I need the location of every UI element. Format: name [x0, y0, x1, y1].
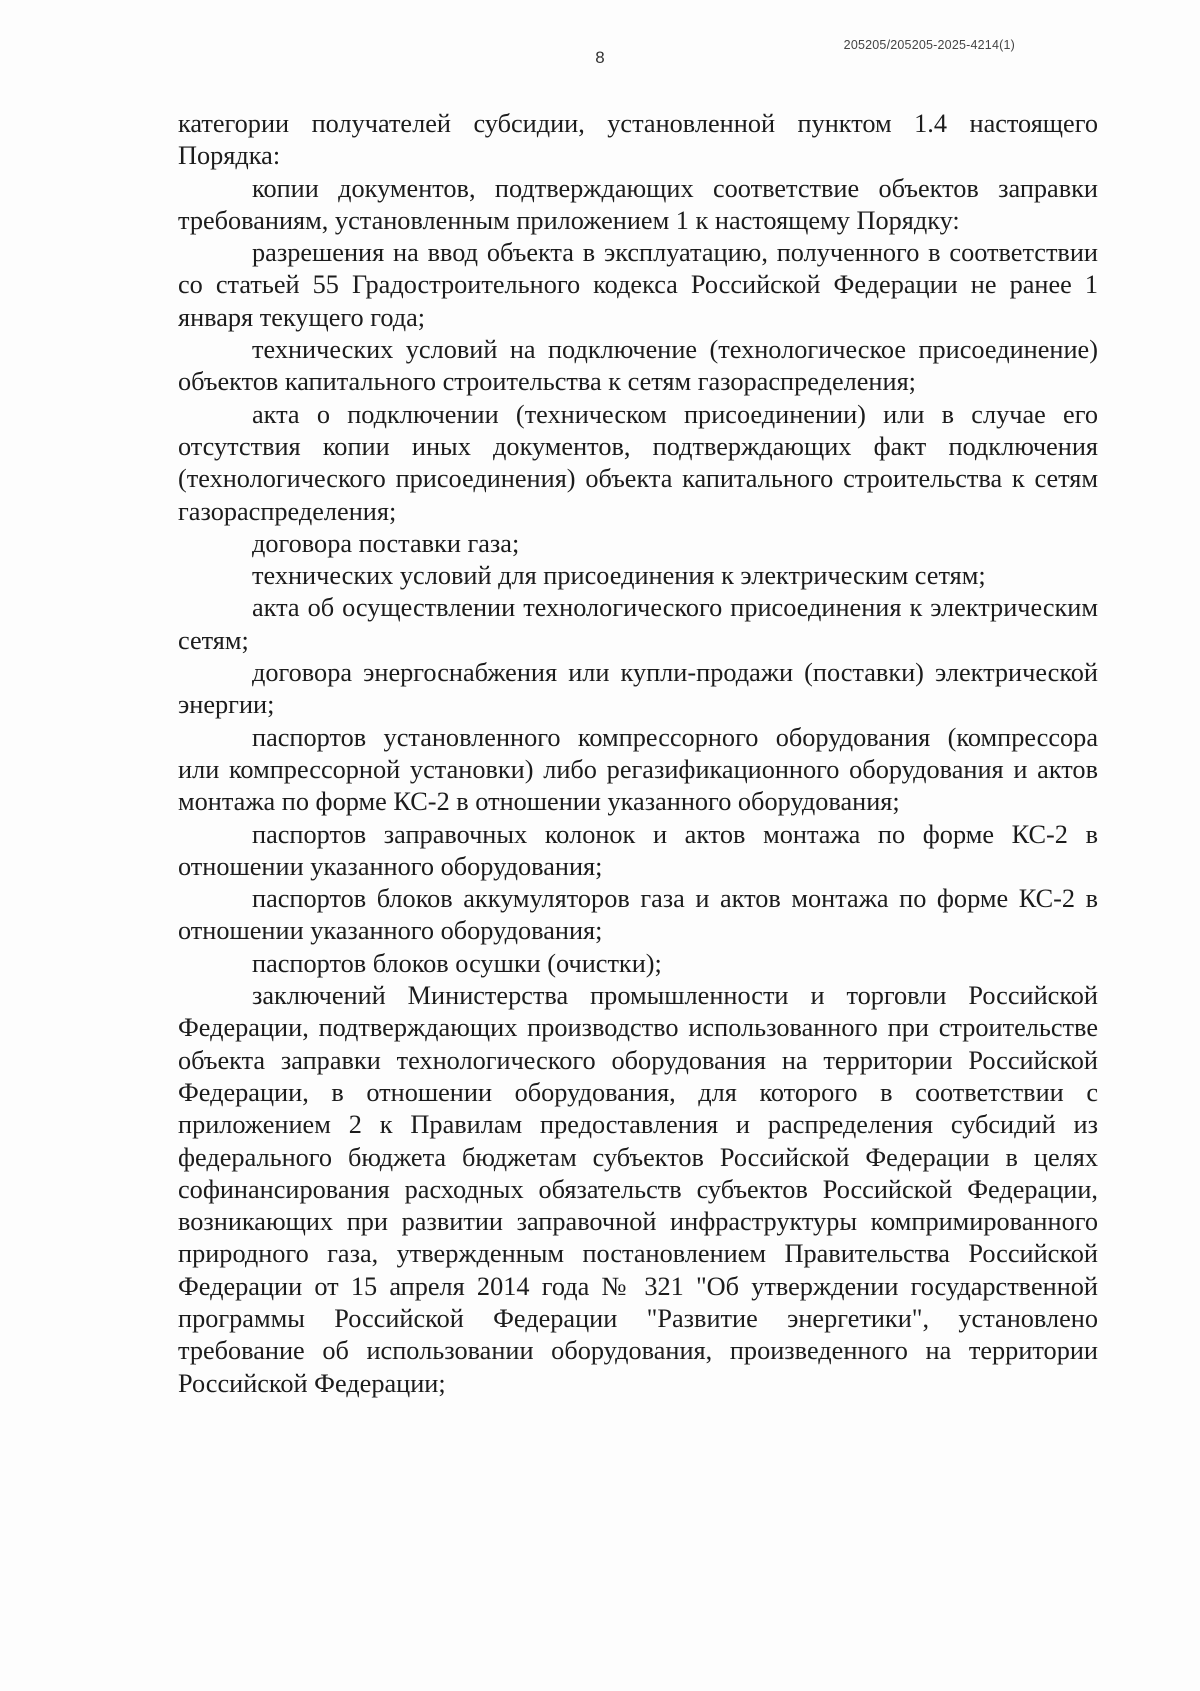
paragraph-commissioning-permit: разрешения на ввод объекта в эксплуатацию, полученного в соответствии со статьей 55 Градостроительного кодекса Российской Федерации не ранее 1 января текущего года;	[178, 238, 1098, 332]
document-code: 205205/205205-2025-4214(1)	[843, 38, 1015, 52]
paragraph-electric-connection-act: акта об осуществлении технологического присоединения к электрическим сетям;	[178, 593, 1098, 655]
paragraph-gas-accumulator-passports: паспортов блоков аккумуляторов газа и актов монтажа по форме КС-2 в отношении указанного оборудования;	[178, 884, 1098, 946]
paragraph-document-copies: копии документов, подтверждающих соответствие объектов заправки требованиям, установленным приложением 1 к настоящему Порядку:	[178, 173, 1098, 235]
paragraph-dispenser-passports: паспортов заправочных колонок и актов монтажа по форме КС-2 в отношении указанного оборудования;	[178, 819, 1098, 881]
paragraph-connection-act: акта о подключении (техническом присоединении) или в случае его отсутствия копии иных документов, подтверждающих факт подключения (технологического присоединения) объекта капитального строительства к сетям газораспределения;	[178, 399, 1098, 526]
paragraph-energy-supply-contract: договора энергоснабжения или купли-продажи (поставки) электрической энергии;	[178, 658, 1098, 720]
document-body	[178, 108, 1098, 1400]
paragraph-gas-supply-contract: договора поставки газа;	[252, 528, 520, 558]
paragraph-drying-unit-passports: паспортов блоков осушки (очистки);	[252, 948, 662, 978]
paragraph-technical-conditions-gas: технических условий на подключение (технологическое присоединение) объектов капитального строительства к сетям газораспределения;	[178, 335, 1098, 397]
paragraph-ministry-conclusions: заключений Министерства промышленности и торговли Российской Федерации, подтверждающих производство использованного при строительстве объекта заправки технологического оборудования на территории Российской Федерации, в отношении оборудования, для которого в соответствии с приложением 2 к Правилам предоставления и распределения субсидий из федерального бюджета бюджетам субъектов Российской Федерации в целях софинансирования расходных обязательств субъектов Российской Федерации, возникающих при развитии заправочной инфраструктуры компримированного природного газа, утвержденным постановлением Правительства Российской Федерации от 15 апреля 2014 года № 321 "Об утверждении государственной программы Российской Федерации "Развитие энергетики", установлено требование об использовании оборудования, произведенного на территории Российской Федерации;	[178, 981, 1098, 1398]
paragraph-compressor-passports: паспортов установленного компрессорного оборудования (компрессора или компрессорной установки) либо регазификационного оборудования и актов монтажа по форме КС-2 в отношении указанного оборудования;	[178, 722, 1098, 817]
paragraph-recipient-category: категории получателей субсидии, установленной пунктом 1.4 настоящего Порядка:	[178, 109, 1098, 171]
paragraph-technical-conditions-electric: технических условий для присоединения к электрическим сетям;	[252, 561, 986, 591]
page-number: 8	[595, 48, 605, 67]
